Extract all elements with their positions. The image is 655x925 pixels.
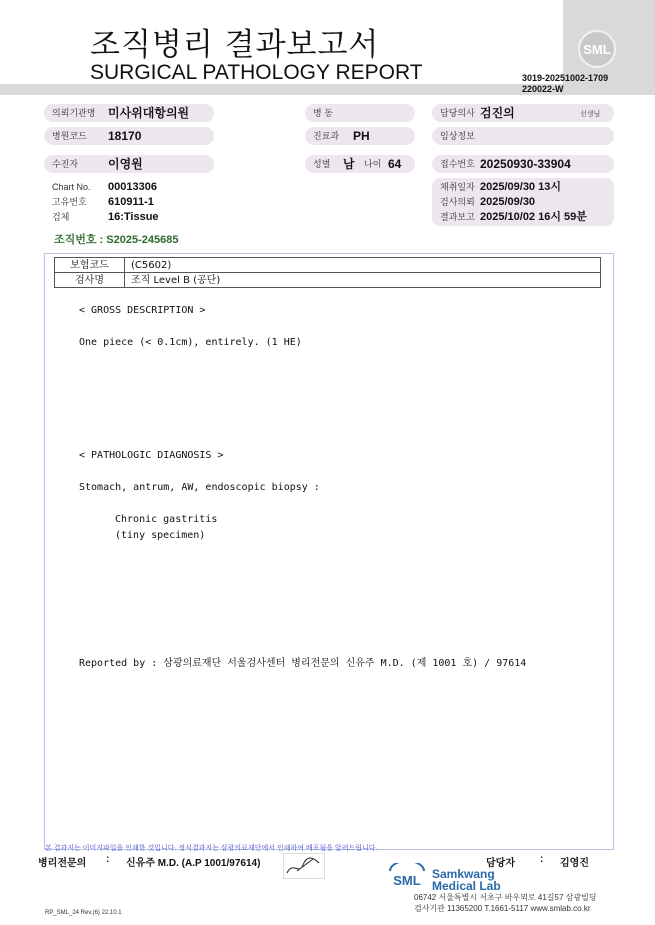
- staff-name: 김영진: [560, 858, 589, 869]
- print-notice: 본 결과지는 이미지파일을 인쇄한 것입니다. 정식결과지는 삼광의료재단에서 인쇄하여 배포됨을 알려드립니다.: [45, 845, 378, 852]
- exam-code-table: [54, 257, 601, 288]
- chart-no-value: 00013306: [108, 181, 157, 193]
- requesting-inst-label: 의뢰기관명: [52, 108, 96, 118]
- pathologist-name: 신유주 M.D. (A.P 1001/97614): [126, 858, 261, 869]
- form-code: RP_SML_24 Rev.(6) 22.10.1: [45, 910, 122, 916]
- gross-description-text: One piece (< 0.1cm), entirely. (1 HE): [79, 337, 302, 348]
- lab-address: [414, 892, 597, 914]
- diagnosis-site: Stomach, antrum, AW, endoscopic biopsy :: [79, 482, 320, 493]
- reported-by: Reported by : 삼광의료재단 서울검사센터 병리전문의 신유주 M.D. (제 1001 호) / 97614: [79, 658, 527, 669]
- document-number-line-2: 220022-W: [522, 84, 564, 94]
- sex-label: 성별: [313, 159, 331, 169]
- exam-name-value: 조직 Level B (공단): [125, 273, 601, 288]
- signature-image: [283, 853, 325, 879]
- samkwang-logo-icon: [387, 863, 427, 889]
- exam-name-label: 검사명: [55, 273, 125, 288]
- department-label: 진료과: [313, 131, 340, 141]
- diagnosis-line-1: Chronic gastritis: [115, 514, 218, 525]
- requested-label: 검사의뢰: [440, 197, 475, 207]
- contact-line: 검사기관 11365200 T.1661-5117 www.smlab.co.kr: [414, 904, 591, 913]
- unique-no-value: 610911-1: [108, 196, 154, 208]
- address-line: 06742 서울특별시 서초구 바우뫼로 41길57 삼광빌딩: [414, 893, 597, 902]
- collected-label: 채취일자: [440, 182, 475, 192]
- hospital-code-label: 병원코드: [52, 131, 87, 141]
- lab-logo-text: SML: [393, 873, 421, 888]
- diagnosis-line-2: (tiny specimen): [115, 530, 206, 541]
- chart-no-label: Chart No.: [52, 182, 91, 192]
- reported-label: 결과보고: [440, 212, 475, 222]
- table-row: [55, 258, 601, 273]
- ward-label: 병 동: [313, 108, 333, 118]
- lab-name-line-1: Samkwang: [432, 867, 495, 881]
- lab-name: [432, 868, 501, 892]
- specimen-value: 16:Tissue: [108, 211, 159, 223]
- sex-value: 남: [343, 157, 355, 171]
- collected-value: 2025/09/30 13시: [480, 181, 561, 193]
- document-number-line-1: 3019-20251002-1709: [522, 73, 609, 83]
- patient-value: 이영원: [108, 157, 143, 171]
- receipt-no-label: 접수번호: [440, 159, 475, 169]
- doctor-suffix: 선생님: [580, 111, 601, 118]
- staff-colon: :: [540, 854, 544, 865]
- insurance-code-value: (C5602): [125, 258, 601, 273]
- gross-description-heading: < GROSS DESCRIPTION >: [79, 305, 206, 316]
- reported-value: 2025/10/02 16시 59분: [480, 211, 587, 223]
- sml-logo: SML: [578, 30, 616, 68]
- tissue-number: 조직번호 : S2025-245685: [54, 234, 179, 246]
- specimen-label: 검체: [52, 212, 70, 222]
- doctor-value: 검진의: [480, 106, 515, 120]
- unique-no-label: 고유번호: [52, 197, 87, 207]
- age-value: 64: [388, 157, 402, 171]
- pathologist-label: 병리전문의: [38, 858, 87, 869]
- requested-value: 2025/09/30: [480, 196, 536, 208]
- receipt-no-value: 20250930-33904: [480, 157, 571, 171]
- report-title-english: SURGICAL PATHOLOGY REPORT: [90, 61, 423, 84]
- insurance-code-label: 보험코드: [55, 258, 125, 273]
- pathologic-diagnosis-heading: < PATHOLOGIC DIAGNOSIS >: [79, 450, 224, 461]
- hospital-code-value: 18170: [108, 129, 142, 143]
- pathologist-colon: :: [106, 854, 110, 865]
- report-title-korean: 조직병리 결과보고서: [90, 27, 380, 63]
- staff-label: 담당자: [486, 858, 515, 869]
- age-label: 나이: [364, 159, 382, 169]
- doctor-label: 담당의사: [440, 108, 475, 118]
- lab-name-line-2: Medical Lab: [432, 879, 501, 893]
- document-number: [522, 73, 608, 95]
- requesting-inst-value: 미사위대항의원: [108, 106, 190, 120]
- patient-label: 수진자: [52, 159, 79, 169]
- department-value: PH: [353, 129, 370, 143]
- clinical-info-label: 임상정보: [440, 131, 475, 141]
- table-row: [55, 273, 601, 288]
